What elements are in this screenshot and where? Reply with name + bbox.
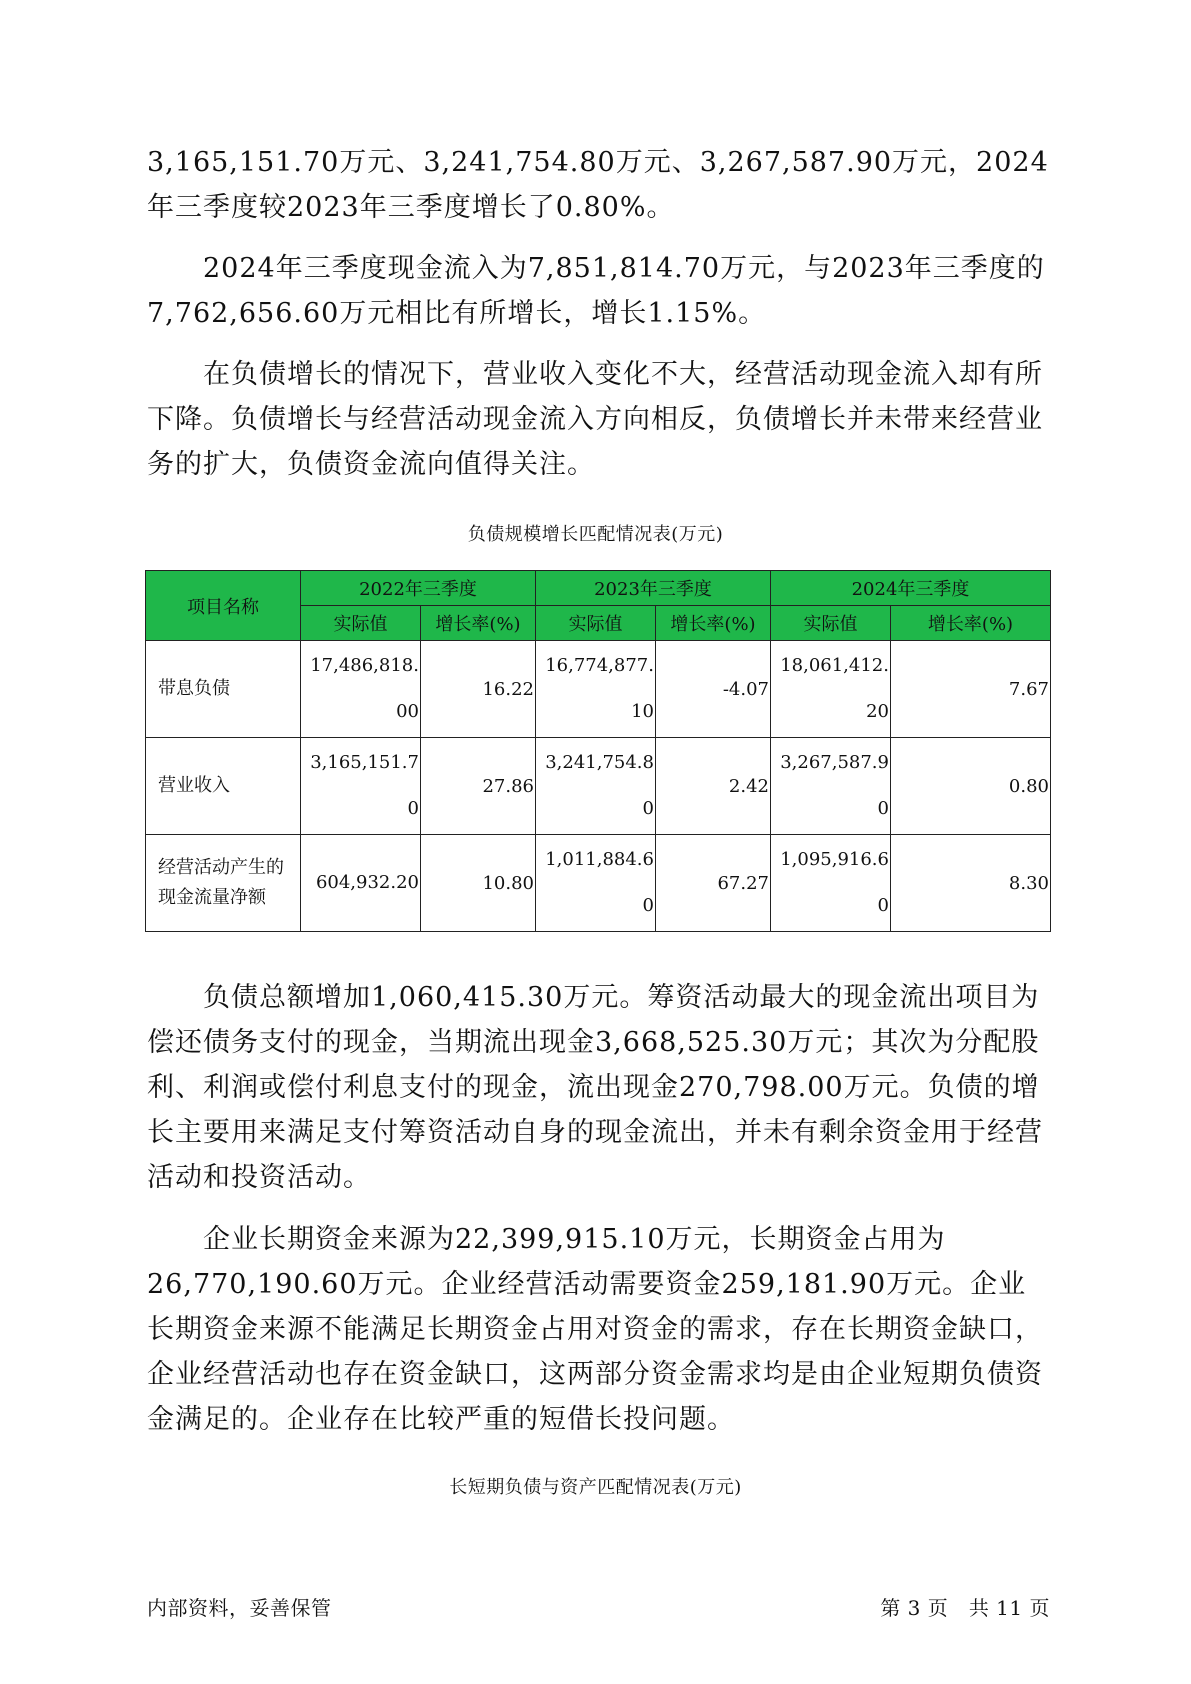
cell-rate: 7.67: [891, 641, 1051, 738]
paragraph-cash-inflow: 2024年三季度现金流入为7,851,814.70万元，与2023年三季度的7,762,656.60万元相比有所增长，增长1.15%。: [147, 253, 1045, 329]
cell-rate: 27.86: [421, 738, 536, 835]
cell-actual: 17,486,818.00: [301, 641, 421, 738]
row-name: 经营活动产生的现金流量净额: [146, 835, 301, 932]
paragraph-debt-analysis: 在负债增长的情况下，营业收入变化不大，经营活动现金流入却有所下降。负债增长与经营活动现金流入方向相反，负债增长并未带来经营业务的扩大，负债资金流向值得关注。: [147, 359, 1043, 480]
cell-rate: 8.30: [891, 835, 1051, 932]
paragraph-long-term-funds: 企业长期资金来源为22,399,915.10万元，长期资金占用为26,770,190.60万元。企业经营活动需要资金259,181.90万元。企业长期资金来源不能满足长期资金占用对资金的需求，存在长期资金缺口，企业经营活动也存在资金缺口，这两部分资金需求均是由企业短期负债资金满足的。企业存在比较严重的短借长投问题。: [147, 1224, 1043, 1435]
debt-growth-table: [145, 570, 1051, 932]
cell-rate: 67.27: [656, 835, 771, 932]
cell-actual: 1,011,884.60: [536, 835, 656, 932]
cell-actual: 1,095,916.60: [771, 835, 891, 932]
row-name: 带息负债: [146, 641, 301, 738]
subheader-rate: 增长率(%): [656, 606, 771, 641]
header-period-2023: 2023年三季度: [536, 571, 771, 606]
paragraph-revenue-tail: 3,165,151.70万元、3,241,754.80万元、3,267,587.90万元，2024年三季度较2023年三季度增长了0.80%。: [147, 147, 1049, 223]
header-period-2024: 2024年三季度: [771, 571, 1051, 606]
table1-caption: 负债规模增长匹配情况表(万元): [467, 524, 724, 545]
cell-rate: 10.80: [421, 835, 536, 932]
cell-actual: 16,774,877.10: [536, 641, 656, 738]
header-period-2022: 2022年三季度: [301, 571, 536, 606]
table-row: [146, 738, 1051, 835]
cell-rate: 16.22: [421, 641, 536, 738]
cell-actual: 3,241,754.80: [536, 738, 656, 835]
cell-rate: 0.80: [891, 738, 1051, 835]
cell-actual: 18,061,412.20: [771, 641, 891, 738]
header-item-name: 项目名称: [146, 571, 301, 641]
cell-actual: 604,932.20: [301, 835, 421, 932]
footer-page-number: 第 3 页 共 11 页: [880, 1596, 1050, 1620]
subheader-rate: 增长率(%): [421, 606, 536, 641]
footer-confidential: 内部资料，妥善保管: [147, 1596, 332, 1620]
subheader-actual: 实际值: [771, 606, 891, 641]
cell-actual: 3,165,151.70: [301, 738, 421, 835]
table-row: [146, 835, 1051, 932]
row-name: 营业收入: [146, 738, 301, 835]
paragraph-financing: 负债总额增加1,060,415.30万元。筹资活动最大的现金流出项目为偿还债务支付的现金，当期流出现金3,668,525.30万元；其次为分配股利、利润或偿付利息支付的现金，流出现金270,798.00万元。负债的增长主要用来满足支付筹资活动自身的现金流出，并未有剩余资金用于经营活动和投资活动。: [147, 982, 1043, 1193]
table-row: [146, 641, 1051, 738]
subheader-actual: 实际值: [301, 606, 421, 641]
cell-rate: 2.42: [656, 738, 771, 835]
subheader-rate: 增长率(%): [891, 606, 1051, 641]
cell-actual: 3,267,587.90: [771, 738, 891, 835]
subheader-actual: 实际值: [536, 606, 656, 641]
table2-caption: 长短期负债与资产匹配情况表(万元): [449, 1477, 742, 1498]
cell-rate: -4.07: [656, 641, 771, 738]
